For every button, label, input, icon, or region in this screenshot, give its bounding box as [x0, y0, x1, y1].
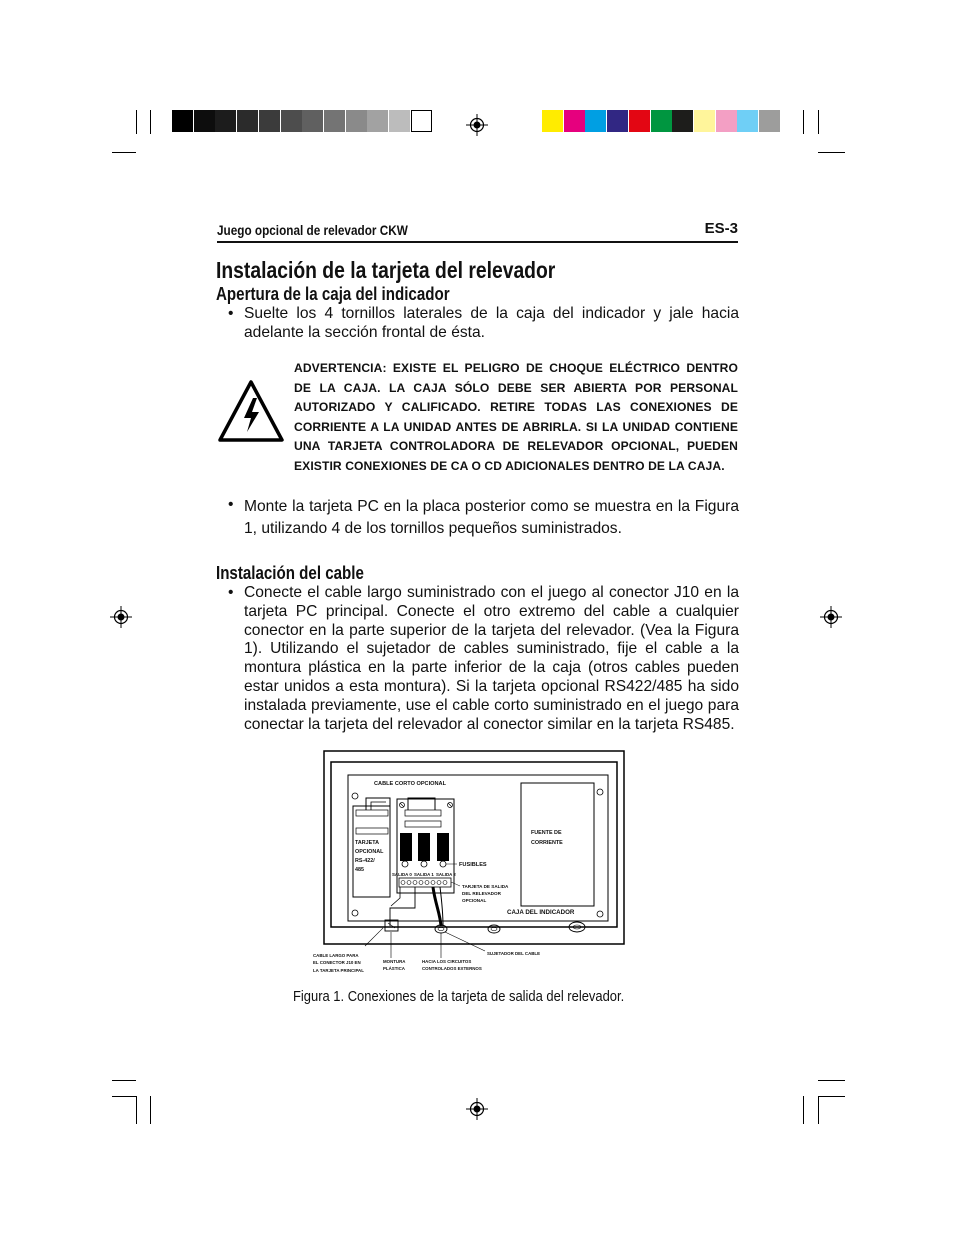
registration-target-icon [110, 606, 132, 628]
label-cable-clamp: SUJETADOR DEL CABLE [487, 951, 541, 956]
bullet-text-opening: Suelte los 4 tornillos laterales de la caja del indicador y jale hacia adelante la sección frontal de ésta. [244, 305, 739, 341]
calibration-swatch [411, 110, 432, 132]
short-cable-wire [366, 798, 390, 828]
relay-1 [418, 833, 430, 861]
relay-0 [400, 833, 412, 861]
header-rule [217, 241, 738, 243]
figure-caption: Figura 1. Conexiones de la tarjeta de salida del relevador. [293, 989, 625, 1005]
calibration-swatch [585, 110, 606, 132]
label-out0: SALIDA 0 [392, 872, 412, 877]
label-out2: SALIDA 2 [436, 872, 456, 877]
calibration-swatch [367, 110, 388, 132]
relay-2 [437, 833, 449, 861]
calibration-swatch [672, 110, 693, 132]
bullet-marker: • [228, 496, 234, 513]
calibration-swatch [607, 110, 628, 132]
label-relay-card: TARJETA DE SALIDA DEL RELEVADOR OPCIONAL [462, 884, 509, 903]
calibration-swatch [237, 110, 258, 132]
relay-connection-diagram [300, 748, 640, 978]
connector-icon [356, 828, 388, 834]
label-fuses: FUSIBLES [459, 862, 487, 868]
calibration-swatch [259, 110, 280, 132]
label-plastic-mount: MONTURA PLÁSTICA [383, 959, 406, 971]
calibration-swatch [324, 110, 345, 132]
label-enclosure: CAJA DEL INDICADOR [507, 909, 575, 916]
calibration-swatch [716, 110, 737, 132]
connector-icon [356, 810, 388, 816]
bullet-text-mount: Monte la tarjeta PC en la placa posterior como se muestra en la Figura 1, utilizando 4 de los tornillos pequeños suministrados. [244, 498, 739, 537]
bullet-text-cable: Conecte el cable largo suministrado con el juego al conector J10 en la tarjeta PC principal. Conecte el otro extremo del cable a cualquier conector en la parte superior de la tarjeta del relevador. (Vea la Figura 1). Utilizando el sujetador de cables suministrado, fije el cable a la montura plástica en la parte inferior de la caja (otros cables pueden estar unidos a esta montura). Si la tarjeta opcional RS422/485 ha sido instalada previamente, use el cable corto suministrado en el juego para conectar la tarjeta del relevador al conector similar en la tarjeta RS485. [244, 584, 739, 733]
page-title: Instalación de la tarjeta del relevador [216, 257, 556, 283]
warning-text: ADVERTENCIA: EXISTE EL PELIGRO DE CHOQUE ELÉCTRICO DENTRO DE LA CAJA. LA CAJA SÓLO DEBE SER ABIERTA POR PERSONAL AUTORIZADO Y CALIFICADO. RETIRE TODAS LAS CONEXIONES DE CORRIENTE A LA UNIDAD ANTES DE ABRIRLA. SI LA UNIDAD CONTIENE UNA TARJETA CONTROLADORA DE RELEVADOR OPCIONAL, PUEDEN EXISTIR CONEXIONES DE CA O CD ADICIONALES DENTRO DE LA CAJA. [294, 361, 738, 473]
fuse-icon [440, 861, 446, 867]
calibration-swatch [629, 110, 650, 132]
label-out1: SALIDA 1 [414, 872, 434, 877]
high-voltage-warning-icon [218, 380, 284, 442]
fuse-icon [402, 861, 408, 867]
screw-icon [352, 910, 358, 916]
label-option-card: TARJETA OPCIONAL RS-422/ 485 [355, 840, 384, 873]
calibration-swatch [194, 110, 215, 132]
calibration-swatch [564, 110, 585, 132]
calibration-swatch [542, 110, 563, 132]
calibration-swatch [346, 110, 367, 132]
bullet-marker: • [228, 305, 234, 322]
registration-target-icon [820, 606, 842, 628]
calibration-swatch [737, 110, 758, 132]
calibration-swatch [759, 110, 780, 132]
bullet-marker: • [228, 584, 234, 601]
calibration-swatch [694, 110, 715, 132]
enclosure-outer-frame [324, 751, 624, 944]
screw-icon [597, 789, 603, 795]
calibration-swatch [389, 110, 410, 132]
calibration-swatch [281, 110, 302, 132]
running-header: Juego opcional de relevador CKW [217, 222, 408, 238]
screw-icon [597, 911, 603, 917]
calibration-swatch [215, 110, 236, 132]
calibration-swatch [302, 110, 323, 132]
section-heading-cable: Instalación del cable [216, 563, 364, 583]
grommet-icon [488, 925, 500, 933]
screw-icon [352, 793, 358, 799]
label-long-cable: CABLE LARGO PARA EL CONECTOR J10 EN LA TARJETA PRINCIPAL [313, 953, 364, 973]
connector-icon [405, 821, 441, 827]
connector-icon [405, 810, 441, 816]
registration-target-icon [466, 1098, 488, 1120]
fuse-icon [421, 861, 427, 867]
calibration-swatch [172, 110, 193, 132]
label-power-supply: FUENTE DE CORRIENTE [531, 830, 563, 846]
section-heading-opening: Apertura de la caja del indicador [216, 284, 450, 304]
label-short-cable: CABLE CORTO OPCIONAL [374, 781, 446, 787]
registration-target-icon [466, 114, 488, 136]
calibration-swatch [651, 110, 672, 132]
page-number: ES-3 [704, 220, 738, 237]
label-external-circuits: HACIA LOS CIRCUITOS CONTROLADOS EXTERNOS [422, 959, 482, 971]
